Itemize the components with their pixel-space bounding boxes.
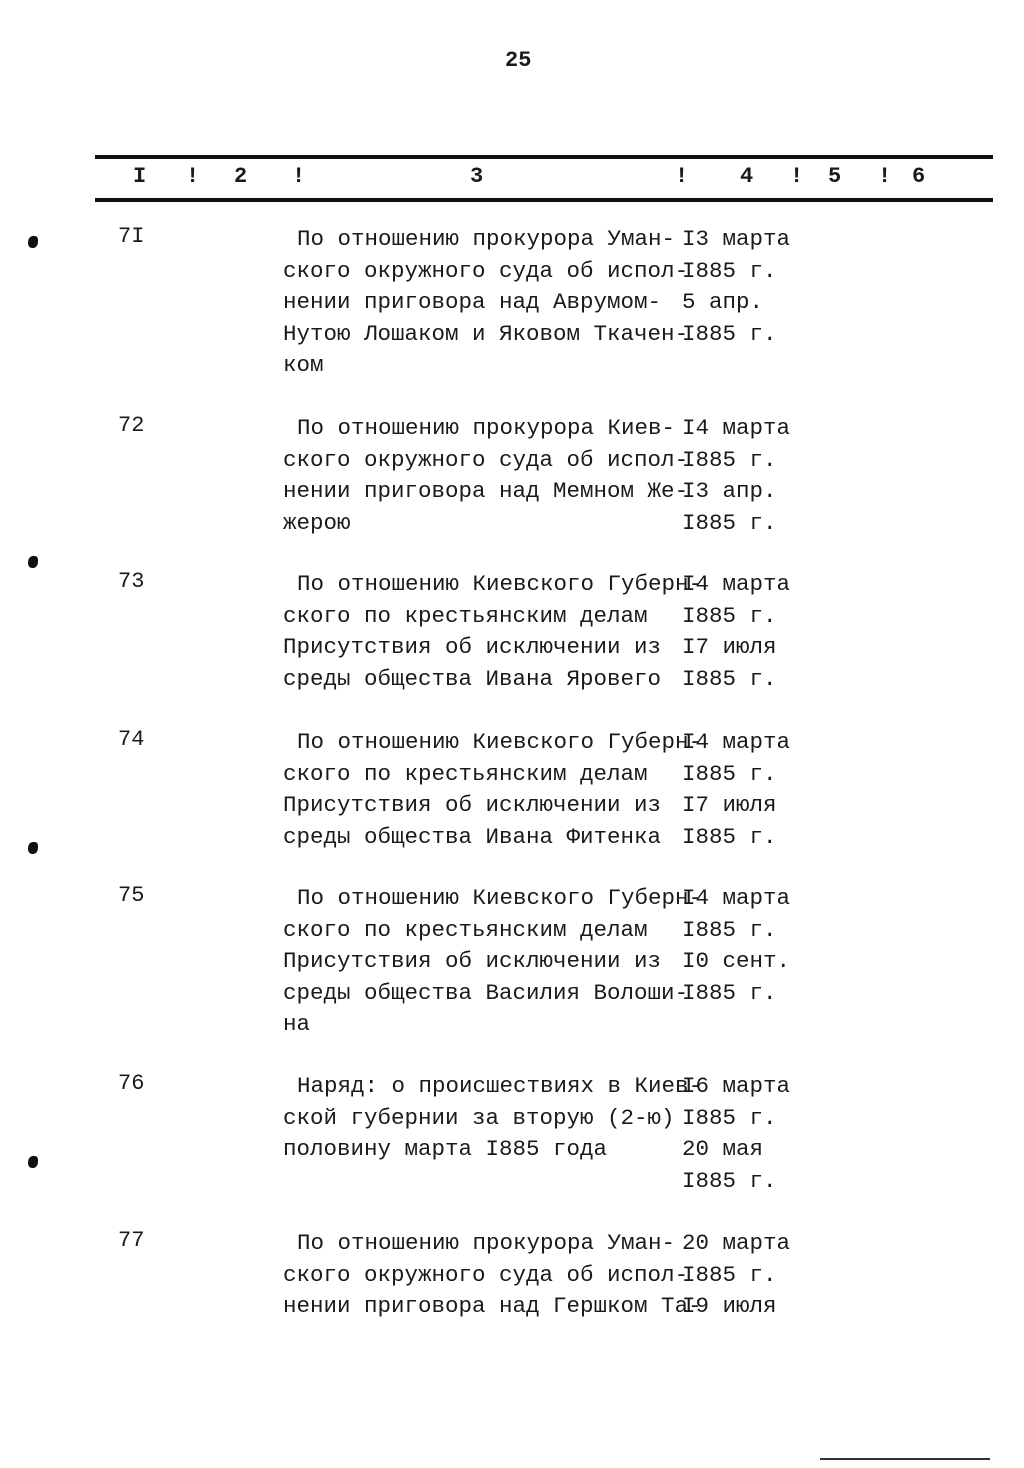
entry-number: 7I bbox=[118, 224, 145, 249]
column-header-6: 6 bbox=[912, 164, 926, 189]
description-line: ского окружного суда об испол- bbox=[283, 1261, 689, 1288]
date-line: I9 июля bbox=[682, 1293, 777, 1319]
date-line: I885 г. bbox=[682, 979, 777, 1006]
column-header-5: 5 bbox=[828, 164, 842, 189]
date-line: I4 марта bbox=[682, 729, 791, 755]
description-line: По отношению Киевского Губерн- bbox=[297, 729, 703, 755]
header-rule-bottom bbox=[95, 198, 993, 202]
description-line: ского по крестьянским делам bbox=[283, 760, 648, 787]
description-line: нении приговора над Аврумом- bbox=[283, 289, 662, 315]
entry-number: 75 bbox=[118, 883, 145, 908]
description-line: ком bbox=[283, 352, 324, 378]
date-line: 5 апр. bbox=[682, 289, 764, 315]
header-rule-top bbox=[95, 155, 993, 159]
entry-dates bbox=[682, 413, 790, 539]
entry-dates bbox=[682, 224, 790, 350]
date-line: I885 г. bbox=[682, 257, 777, 284]
entry-description bbox=[283, 883, 702, 1041]
description-line: нении приговора над Гершком Та- bbox=[283, 1293, 702, 1319]
column-separator: ! bbox=[790, 164, 804, 189]
entry-dates bbox=[682, 727, 790, 853]
entry-dates bbox=[682, 1071, 790, 1197]
entry-description bbox=[283, 413, 688, 539]
entry-number: 74 bbox=[118, 727, 145, 752]
description-line: жерою bbox=[283, 509, 351, 536]
entry-description bbox=[283, 727, 702, 853]
date-line: I885 г. bbox=[682, 1261, 777, 1288]
description-line: половину марта I885 года bbox=[283, 1136, 608, 1162]
description-line: Присутствия об исключении из bbox=[283, 634, 662, 660]
description-line: среды общества Василия Волоши- bbox=[283, 979, 689, 1006]
description-line: ского окружного суда об испол- bbox=[283, 257, 689, 284]
date-line: 20 марта bbox=[682, 1230, 791, 1256]
date-line: I885 г. bbox=[682, 509, 777, 536]
date-line: I3 апр. bbox=[682, 478, 777, 504]
date-line: I885 г. bbox=[682, 760, 777, 787]
date-line: I885 г. bbox=[682, 320, 777, 347]
date-line: I885 г. bbox=[682, 916, 777, 943]
description-line: среды общества Ивана Фитенка bbox=[283, 823, 662, 850]
description-line: Присутствия об исключении из bbox=[283, 948, 662, 974]
description-line: Присутствия об исключении из bbox=[283, 792, 662, 818]
column-header-1: I bbox=[133, 164, 147, 189]
bottom-rule bbox=[820, 1458, 990, 1460]
punch-hole-mark bbox=[28, 556, 38, 568]
column-separator: ! bbox=[675, 164, 689, 189]
entry-description bbox=[283, 1071, 702, 1166]
column-separator: ! bbox=[878, 164, 892, 189]
description-line: ского по крестьянским делам bbox=[283, 916, 648, 943]
entry-number: 76 bbox=[118, 1071, 145, 1096]
entry-number: 77 bbox=[118, 1228, 145, 1253]
description-line: По отношению прокурора Киев- bbox=[297, 415, 676, 441]
description-line: ского по крестьянским делам bbox=[283, 602, 648, 629]
date-line: I7 июля bbox=[682, 792, 777, 818]
description-line: среды общества Ивана Яровего bbox=[283, 665, 662, 692]
description-line: По отношению Киевского Губерн- bbox=[297, 885, 703, 911]
description-line: нении приговора над Мемном Же- bbox=[283, 478, 689, 504]
entry-dates bbox=[682, 883, 790, 1009]
entry-number: 72 bbox=[118, 413, 145, 438]
date-line: I885 г. bbox=[682, 665, 777, 692]
description-line: По отношению прокурора Уман- bbox=[297, 226, 676, 252]
date-line: 20 мая bbox=[682, 1136, 764, 1162]
description-line: Наряд: о происшествиях в Киев- bbox=[297, 1073, 703, 1099]
date-line: I3 марта bbox=[682, 226, 791, 252]
column-header-3: 3 bbox=[470, 164, 484, 189]
date-line: I4 марта bbox=[682, 885, 791, 911]
punch-hole-mark bbox=[28, 1156, 38, 1168]
date-line: I885 г. bbox=[682, 1104, 777, 1131]
description-line: ского окружного суда об испол- bbox=[283, 446, 689, 473]
date-line: I885 г. bbox=[682, 1167, 777, 1194]
entry-description bbox=[283, 569, 702, 695]
page-number: 25 bbox=[505, 48, 532, 73]
date-line: I4 марта bbox=[682, 571, 791, 597]
entry-number: 73 bbox=[118, 569, 145, 594]
column-separator: ! bbox=[292, 164, 306, 189]
description-line: По отношению Киевского Губерн- bbox=[297, 571, 703, 597]
column-header-4: 4 bbox=[740, 164, 754, 189]
column-header-2: 2 bbox=[234, 164, 248, 189]
description-line: на bbox=[283, 1011, 311, 1037]
date-line: I6 марта bbox=[682, 1073, 791, 1099]
description-line: ской губернии за вторую (2-ю) bbox=[283, 1104, 675, 1131]
description-line: Нутою Лошаком и Яковом Ткачен- bbox=[283, 320, 689, 347]
entry-dates bbox=[682, 1228, 790, 1323]
punch-hole-mark bbox=[28, 842, 38, 854]
date-line: I0 сент. bbox=[682, 948, 791, 974]
date-line: I4 марта bbox=[682, 415, 791, 441]
entry-description bbox=[283, 1228, 702, 1323]
date-line: I885 г. bbox=[682, 823, 777, 850]
description-line: По отношению прокурора Уман- bbox=[297, 1230, 676, 1256]
date-line: I7 июля bbox=[682, 634, 777, 660]
entry-dates bbox=[682, 569, 790, 695]
date-line: I885 г. bbox=[682, 446, 777, 473]
punch-hole-mark bbox=[28, 236, 38, 248]
entry-description bbox=[283, 224, 688, 382]
date-line: I885 г. bbox=[682, 602, 777, 629]
column-separator: ! bbox=[186, 164, 200, 189]
